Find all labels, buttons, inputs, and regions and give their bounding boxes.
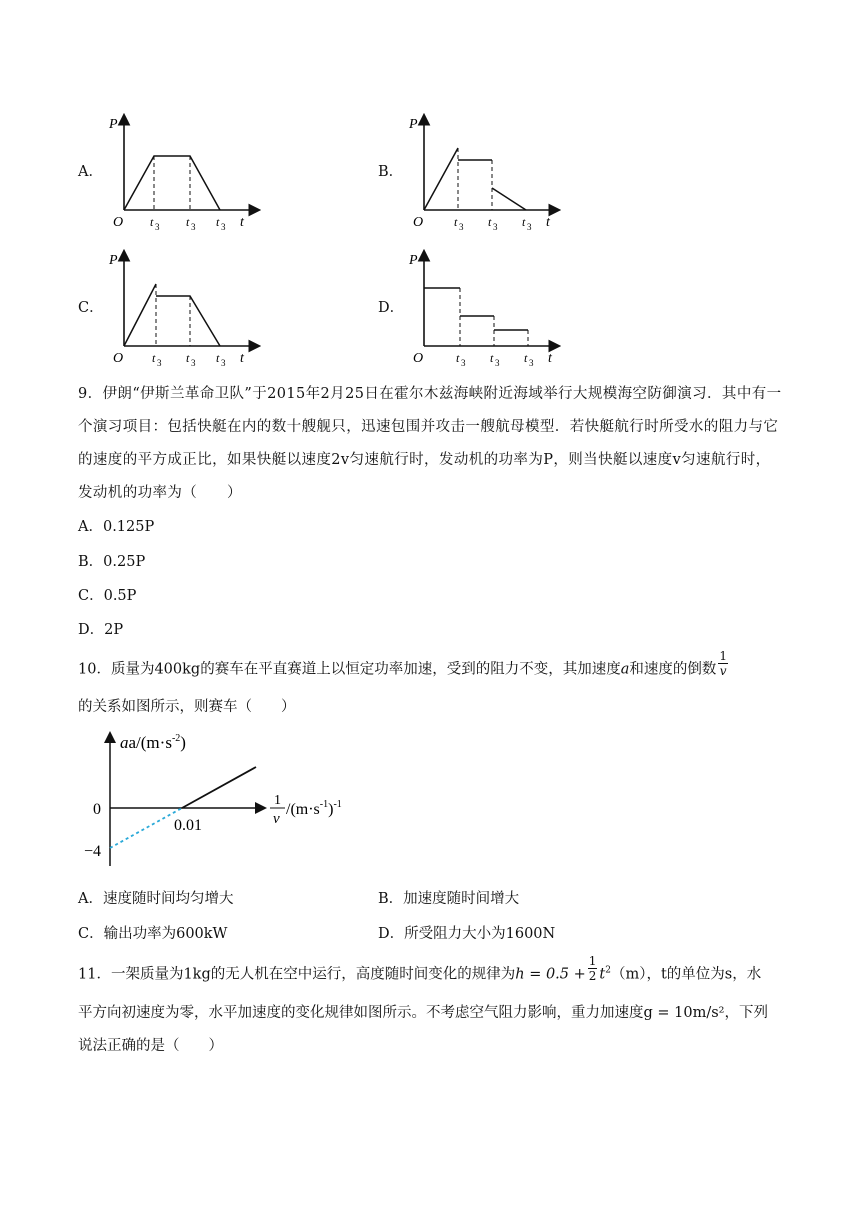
q10-var-a: a (620, 661, 630, 678)
tick-label: t (216, 351, 220, 365)
q10-x-label-den: v (273, 811, 280, 827)
axis-p-label: P (409, 117, 418, 132)
option-c-label: C． (78, 300, 104, 316)
tick-sub: 3 (191, 358, 196, 368)
q10-stem-line2: 的关系如图所示，则赛车（ ） (78, 699, 296, 715)
axis-p-label: P (409, 253, 418, 268)
axis-p-label: P (109, 253, 118, 268)
q10-y-axis-label: $aa/(m\cdot s^{-2})$ (120, 733, 186, 752)
q9-option-a: A．0.125P (78, 519, 155, 535)
tick-label: t (488, 215, 492, 229)
q10-fraction (718, 649, 728, 678)
q10-x-label-num: 1 (274, 793, 281, 808)
option-d-label: D． (378, 300, 405, 316)
q11-line1 (78, 954, 788, 990)
option-a-label: A． (78, 164, 103, 180)
q10-x-intercept: 0.01 (174, 817, 202, 834)
tick-sub: 3 (157, 358, 162, 368)
q11-text-post: （m），t的单位为s，水 (610, 966, 762, 983)
graph-d (408, 246, 568, 371)
graph-b (408, 110, 568, 235)
tick-label: t (490, 351, 494, 365)
q10-option-c: C．输出功率为600kW (78, 926, 228, 942)
q9-option-d: D．2P (78, 622, 124, 638)
tick-label: t (186, 215, 190, 229)
frac-den: 2 (588, 969, 597, 983)
q10-option-d: D．所受阻力大小为1600N (378, 926, 556, 942)
tick-label: t (454, 215, 458, 229)
graph-a (108, 110, 268, 235)
tick-sub: 3 (459, 222, 464, 232)
tick-label: t (216, 215, 220, 229)
axis-t-label: t (240, 351, 244, 366)
tick-label: t (524, 351, 528, 365)
tick-sub: 3 (495, 358, 500, 368)
tick-label: t (152, 351, 156, 365)
option-b-label: B． (378, 164, 404, 180)
tick-sub: 3 (191, 222, 196, 232)
q10-option-a: A．速度随时间均匀增大 (78, 891, 234, 907)
tick-sub: 3 (155, 222, 160, 232)
q10-text-mid: 和速度的倒数 (629, 661, 717, 678)
q11-t-sup: 2 (605, 965, 611, 976)
tick-label: t (150, 215, 154, 229)
q11-line2: 平方向初速度为零，水平加速度的变化规律如图所示。不考虑空气阻力影响，重力加速度g = 10m/s²，下列 (78, 1005, 768, 1021)
graph-c (108, 246, 268, 371)
origin-label: O (413, 351, 424, 366)
q10-text-before: 10．质量为400kg的赛车在平直赛道上以恒定功率加速，受到的阻力不变，其加速度 (78, 661, 621, 678)
frac-num: 1 (588, 954, 597, 968)
tick-sub: 3 (493, 222, 498, 232)
q9-option-c: C．0.5P (78, 588, 137, 604)
tick-label: t (186, 351, 190, 365)
q10-x-axis-label: $/(m\cdot s^{-1})^{-1}$ (286, 799, 342, 818)
tick-sub: 3 (527, 222, 532, 232)
tick-sub: 3 (221, 222, 226, 232)
axis-t-label: t (546, 215, 550, 230)
tick-label: t (522, 215, 526, 229)
q11-h-eq: h = 0.5 + (515, 966, 586, 983)
q10-option-b: B．加速度随时间增大 (378, 891, 520, 907)
q11-text-pre: 11．一架质量为1kg的无人机在空中运行，高度随时间变化的规律为 (78, 966, 516, 983)
origin-label: O (113, 215, 124, 230)
frac-den: v (719, 664, 727, 678)
q10-y-intercept: −4 (84, 843, 102, 860)
q9-stem: 9．伊朗“伊斯兰革命卫队”于2015年2月25日在霍尔木兹海峡附近海域举行大规模海空防御演习．其中有一个演习项目：包括快艇在内的数十艘舰只，迅速包围并攻击一艘航母模型．若快艇航行时所受水的阻力与它的速度的平方成正比，如果快艇以速度2v匀速航行时，发动机的功率为P，则当快艇以速度v匀速航行时，发动机的功率为（ ） (78, 386, 782, 501)
q10-stem-line1 (78, 649, 788, 685)
q11-t: t (599, 966, 606, 983)
q10-graph (78, 726, 378, 876)
tick-sub: 3 (529, 358, 534, 368)
q10-zero-label: 0 (93, 801, 101, 818)
tick-label: t (456, 351, 460, 365)
origin-label: O (413, 215, 424, 230)
q9-option-b: B．0.25P (78, 554, 146, 570)
frac-num: 1 (719, 649, 727, 663)
axis-p-label: P (109, 117, 118, 132)
axis-t-label: t (548, 351, 552, 366)
q11-fraction (588, 954, 598, 983)
axis-t-label: t (240, 215, 244, 230)
origin-label: O (113, 351, 124, 366)
q11-line3: 说法正确的是（ ） (78, 1038, 223, 1054)
tick-sub: 3 (221, 358, 226, 368)
tick-sub: 3 (461, 358, 466, 368)
